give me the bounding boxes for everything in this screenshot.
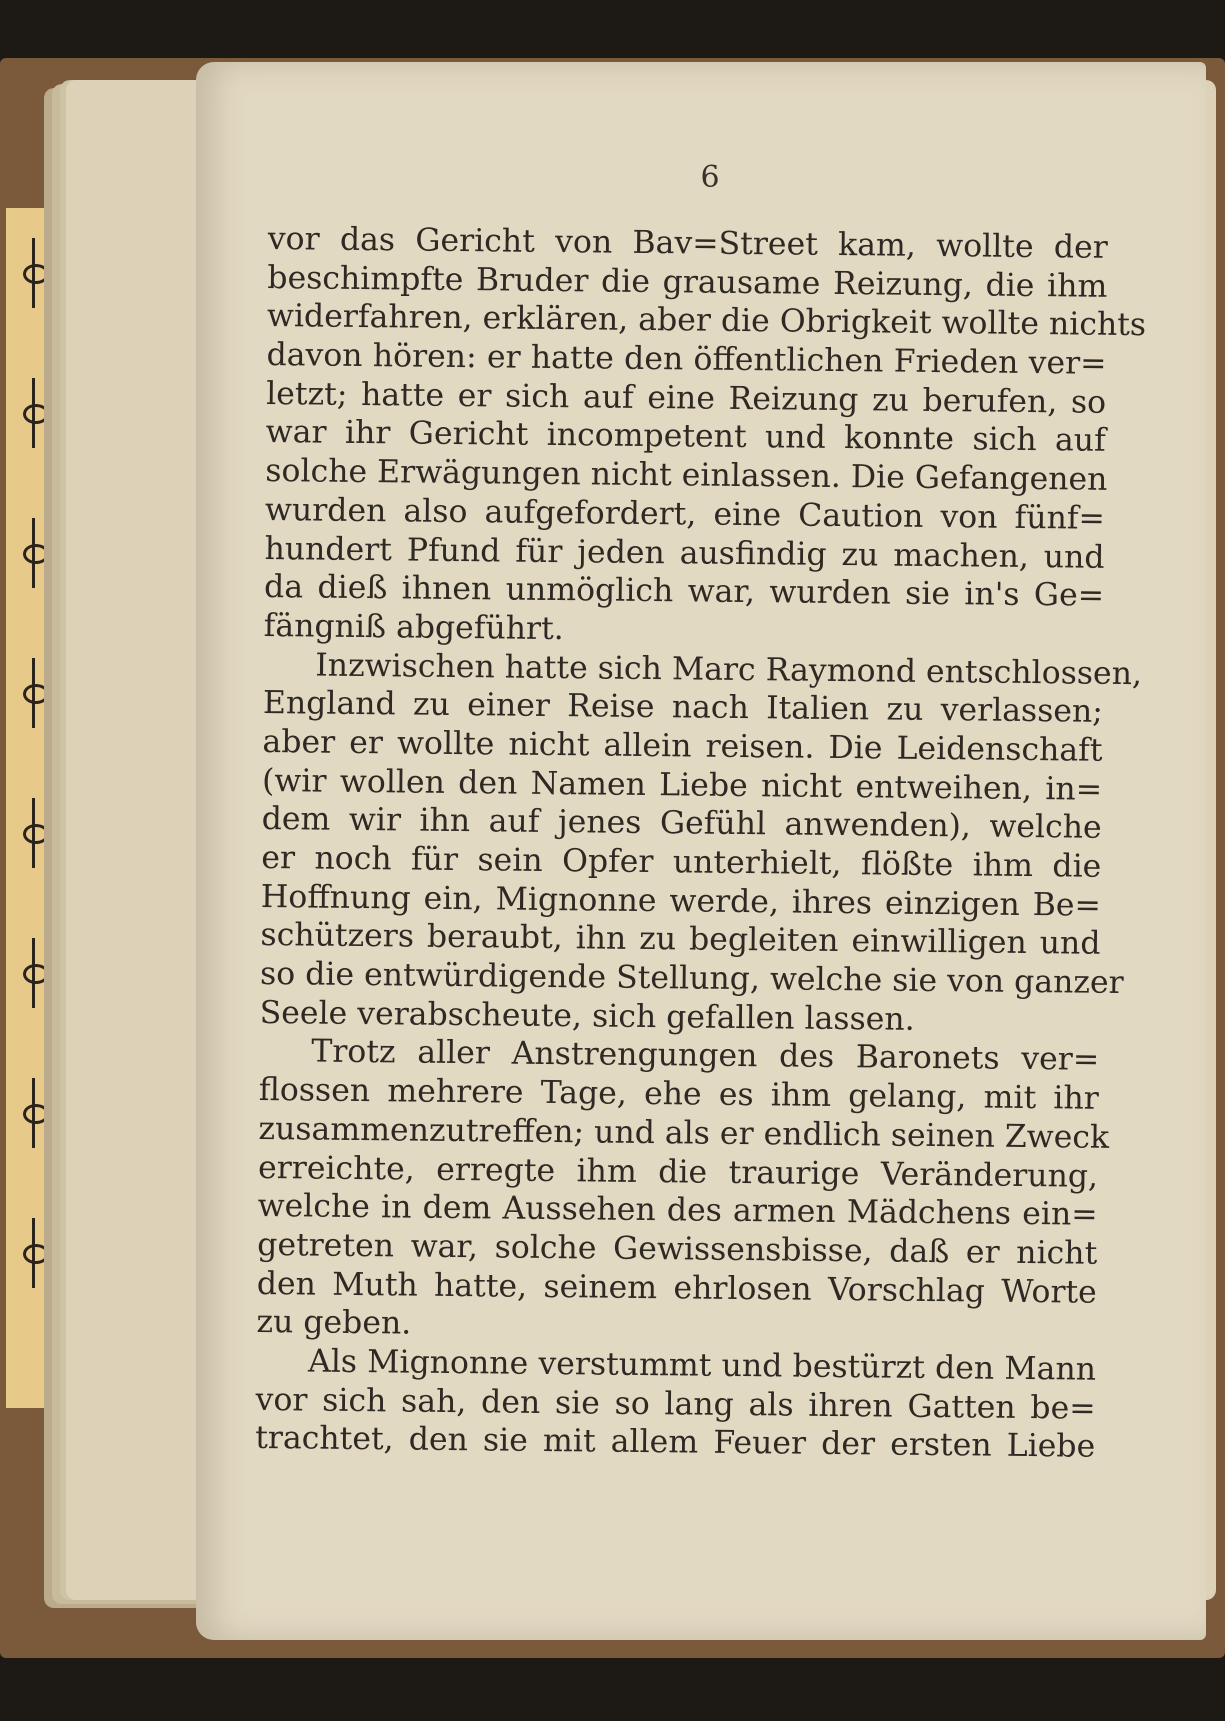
text-line: Trotz aller Anstrengungen des Baronets ver= bbox=[311, 1033, 1100, 1079]
text-line: Als Mignonne verstummt und bestürzt den Mann bbox=[307, 1343, 1097, 1388]
bookmark-ornament-icon bbox=[32, 658, 57, 728]
text-line: welche in dem Aussehen des armen Mädchens ein= bbox=[257, 1188, 1098, 1233]
text-line: so die entwürdigende Stellung, welche sie von ganzer bbox=[259, 956, 1124, 1002]
page-number: 6 bbox=[700, 160, 720, 195]
text-line: dem wir ihn auf jenes Gefühl anwenden), welche bbox=[261, 801, 1102, 847]
text-line: England zu einer Reise nach Italien zu verlassen; bbox=[262, 685, 1104, 731]
text-line: zu geben. bbox=[256, 1304, 412, 1342]
text-line: fängniß abgeführt. bbox=[263, 607, 564, 647]
text-line: flossen mehrere Tage, ehe es ihm gelang, mit ihr bbox=[258, 1072, 1100, 1117]
text-line: erreichte, erregte ihm die traurige Veränderung, bbox=[257, 1149, 1099, 1195]
text-line: Seele verabscheute, sich gefallen lassen. bbox=[259, 994, 915, 1038]
text-line: letzt; hatte er sich auf eine Reizung zu berufen, so bbox=[265, 375, 1107, 421]
text-line: zusammenzutreffen; und als er endlich seinen Zweck bbox=[258, 1110, 1110, 1156]
text-line: Hoffnung ein, Mignonne werde, ihres einzigen Be= bbox=[260, 878, 1102, 924]
bookmark-ornament-icon bbox=[32, 518, 57, 588]
text-line: er noch für sein Opfer unterhielt, flößte ihm die bbox=[261, 839, 1102, 885]
text-line: getreten war, solche Gewissensbisse, daß er nicht bbox=[257, 1226, 1098, 1272]
text-line: trachtet, den sie mit allem Feuer der ersten Liebe bbox=[255, 1420, 1096, 1466]
text-line: schützers beraubt, ihn zu begleiten einwilligen und bbox=[260, 917, 1101, 963]
text-line: davon hören: er hatte den öffentlichen Frieden ver= bbox=[266, 337, 1107, 382]
text-line: aber er wollte nicht allein reisen. Die Leidenschaft bbox=[262, 723, 1103, 769]
text-line: den Muth hatte, seinem ehrlosen Vorschlag Worte bbox=[256, 1265, 1098, 1311]
text-line: widerfahren, erklären, aber die Obrigkeit wollte nichts bbox=[266, 298, 1147, 344]
text-line: war ihr Gericht incompetent und konnte sich auf bbox=[265, 414, 1106, 460]
bookmark-ornament-icon bbox=[32, 378, 57, 448]
text-line: solche Erwägungen nicht einlassen. Die Gefangenen bbox=[265, 453, 1108, 498]
text-line: da dieß ihnen unmöglich war, wurden sie in's Ge= bbox=[263, 569, 1105, 614]
text-line: (wir wollen den Namen Liebe nicht entweihen, in= bbox=[261, 762, 1103, 808]
text-line: wurden also aufgefordert, eine Caution von fünf= bbox=[264, 491, 1106, 537]
body-text bbox=[255, 220, 1147, 1467]
bookmark-ornament-icon bbox=[32, 1218, 57, 1288]
text-line: hundert Pfund für jeden ausfindig zu machen, und bbox=[264, 530, 1105, 576]
bookmark-ornament-icon bbox=[32, 798, 57, 868]
text-line: vor sich sah, den sie so lang als ihren Gatten be= bbox=[255, 1381, 1096, 1427]
text-line: Inzwischen hatte sich Marc Raymond entschlossen, bbox=[315, 647, 1143, 692]
bookmark-ornament-icon bbox=[32, 1078, 57, 1148]
bookmark-ornament-icon bbox=[32, 938, 57, 1008]
text-line: beschimpfte Bruder die grausame Reizung, die ihm bbox=[267, 259, 1108, 305]
bookmark-ribbon bbox=[6, 208, 54, 1408]
text-line: vor das Gericht von Bav=Street kam, wollte der bbox=[267, 220, 1108, 266]
bookmark-ornament-icon bbox=[32, 238, 57, 308]
